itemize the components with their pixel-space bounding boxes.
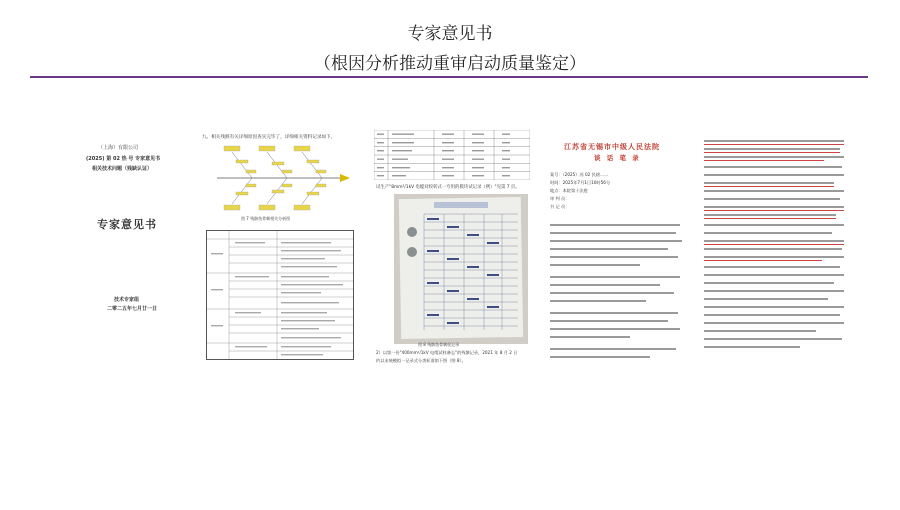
judge-label: 审 判 员： — [550, 196, 570, 201]
page3-body-line-1: 2）以第一份"400mm²/1kV 电缆试样备忘"的残骸记录，2021 年 8 月 2 日 — [376, 350, 518, 355]
cover-title: 专家意见书 — [97, 218, 157, 231]
page-thumbnail-cover — [76, 128, 192, 358]
page3-caption: 试生产"8mm²/1kV 电缆对绞转式一夸用的模块试记录（例）"见第 7 页。 — [376, 185, 520, 190]
page-thumbnail-fishbone — [196, 128, 360, 368]
cover-date: 二零二五年七月廿一日 — [107, 306, 158, 312]
page3-body-line-2: 约以末统模拟一记录式分类标准如下图（图 8）。 — [376, 358, 466, 363]
record-place: 地点：本院第十法庭 — [550, 188, 588, 193]
cover-group: 技术专家组 — [114, 297, 140, 303]
data-table — [374, 130, 530, 180]
fishbone-diagram — [212, 142, 352, 212]
court-name: 江苏省无锡市中级人民法院 — [564, 143, 660, 151]
cause-table — [206, 230, 354, 360]
record-sheet-photo — [394, 194, 528, 344]
cover-company: （上海）有限公司 — [98, 145, 139, 151]
page2-caption: 九、相关残骸有关详细原因查实完毕了，详细相关资料记录如下。 — [202, 135, 336, 140]
page-thumbnail-annotated-text — [700, 128, 852, 370]
record-time: 时间：2025年7月1日10时56分 — [550, 180, 611, 185]
slide-title: 专家意见书 — [407, 24, 493, 44]
clerk-label: 书 记 员： — [550, 204, 570, 209]
title-divider — [30, 76, 868, 78]
fishbone-caption: 图 7 残骸鱼骨刺相关分析图 — [241, 216, 291, 221]
page-thumbnail-record-photo — [368, 128, 536, 368]
slide-subtitle: （根因分析推动重审启动质量鉴定） — [314, 54, 586, 74]
page-thumbnail-court-record — [540, 128, 690, 370]
cover-subject: 相关技术问题（残缺认证） — [92, 166, 153, 172]
record-type: 谈 话 笔 录 — [594, 154, 641, 162]
photo-caption: 图 8 残骸鱼骨刺检记录 — [418, 342, 460, 347]
cover-ref: (2025) 第 02 热 号 专家意见书 — [86, 156, 161, 162]
slide-title-block — [0, 22, 900, 76]
case-number: 案号：（2025）苏 02 民辖…… — [550, 172, 609, 177]
